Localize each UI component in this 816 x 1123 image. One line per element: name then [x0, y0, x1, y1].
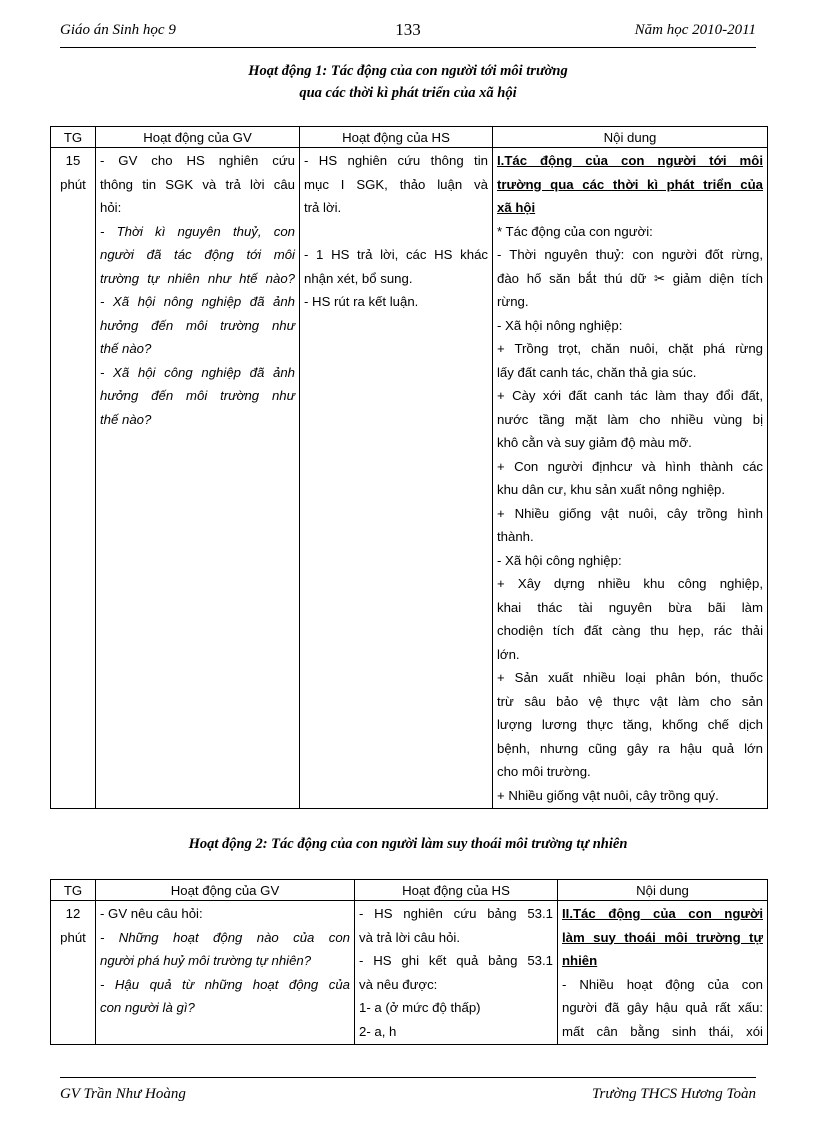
text-line: người phá huỷ môi trường tự nhiên?	[100, 953, 312, 968]
text-line: - Thời kì nguyên thuỷ, con	[100, 223, 295, 239]
text-line	[304, 220, 488, 244]
activity2-table	[50, 879, 768, 1045]
header-rule	[60, 47, 756, 48]
text-line: 2- a, h	[359, 1023, 397, 1039]
text-line: lớn.	[497, 646, 520, 662]
text-line: - HS nghiên cứu bảng 53.1	[359, 906, 553, 921]
text-line: lượng lương thực tăng, khống chế dịch	[497, 717, 763, 732]
text-line: nước tầng mặt làm cho nhiều vùng bị	[497, 411, 763, 427]
text-line: - Hậu quả từ những hoạt động của	[100, 976, 350, 992]
activity2-time	[51, 901, 96, 1045]
text-line: nhiên	[562, 953, 598, 968]
activity1-body-row	[51, 148, 768, 809]
text-line: và nêu được:	[359, 976, 438, 992]
text-line: cho môi trường.	[497, 764, 591, 779]
text-line: đào hố săn bắt thú dữ ✂ giảm diện tích	[497, 270, 763, 286]
text-line: - Những hoạt động nào của con	[100, 929, 350, 945]
text-line: + Trồng trọt, chăn nuôi, chặt phá rừng	[497, 341, 763, 356]
text-line: hưởng đến môi trường như	[100, 388, 295, 403]
activity1-table	[50, 126, 768, 809]
text-line: - Xã hội công nghiệp đã ảnh	[100, 364, 295, 380]
footer-rule	[60, 1077, 756, 1078]
text-line: mất cân bằng sinh thái, xói	[562, 1023, 763, 1039]
text-line: thành.	[497, 529, 534, 544]
page-header	[60, 20, 756, 46]
text-line: - Xã hội nông nghiệp đã ảnh	[100, 294, 295, 309]
header-school-year: Năm học 2010-2011	[634, 22, 756, 38]
text-line: + Xây dựng nhiều khu công nghiệp,	[497, 576, 763, 591]
text-line: làm suy thoái môi trường tự	[562, 929, 763, 945]
page-number: 133	[395, 20, 421, 39]
text-line: con người là gì?	[100, 1000, 195, 1015]
text-line: xã hội	[497, 200, 536, 215]
activity1-title-line2: qua các thời kì phát triển của xã hội	[299, 85, 517, 101]
activity1-header-row	[51, 127, 768, 148]
text-line: thông tin SGK và trả lời câu	[100, 176, 295, 192]
text-line: - HS nghiên cứu thông tin	[304, 153, 488, 168]
text-line: + Con người địnhcư và hình thành các	[497, 458, 763, 474]
footer-teacher: GV Trần Như Hoàng	[60, 1086, 186, 1102]
col-tg: TG	[51, 127, 96, 148]
activity2-body-row	[51, 901, 768, 1045]
time-unit: phút	[60, 929, 86, 945]
text-line: lấy đất canh tác, chăn thả gia súc.	[497, 364, 697, 380]
col-gv: Hoạt động của GV	[96, 880, 355, 901]
text-line: trường tự nhiên như htế nào?	[100, 270, 295, 286]
text-line: chodiện tích đất càng thu hẹp, rác thải	[497, 623, 763, 638]
time-unit: phút	[60, 176, 86, 192]
text-line: trường qua các thời kì phát triển của	[497, 176, 763, 192]
col-hs: Hoạt động của HS	[300, 127, 493, 148]
text-line: người đã gây hậu quả rất xấu:	[562, 1000, 763, 1015]
time-value: 12	[65, 906, 81, 921]
col-tg: TG	[51, 880, 96, 901]
text-line: - HS ghi kết quả bảng 53.1	[359, 953, 553, 968]
text-line: hưởng đến môi trường như	[100, 317, 295, 333]
activity1-gv-cell	[96, 148, 300, 809]
text-line: bệnh, nhưng cũng gây ra hậu quả lớn	[497, 740, 763, 756]
text-line: hỏi:	[100, 200, 122, 215]
text-line: thế nào?	[100, 341, 152, 356]
text-line: - Thời nguyên thuỷ: con người đốt rừng,	[497, 247, 763, 262]
activity1-title	[50, 60, 766, 104]
text-line: - 1 HS trả lời, các HS khác	[304, 247, 488, 262]
text-line: + Nhiều giống vật nuôi, cây trồng quý.	[497, 787, 719, 803]
text-line: người đã tác động tới môi	[100, 247, 295, 262]
header-subject: Giáo án Sinh học 9	[60, 22, 176, 38]
text-line: - Xã hội nông nghiệp:	[497, 317, 623, 333]
time-value: 15	[65, 153, 81, 168]
text-line: khu dân cư, khu sản xuất nông nghiệp.	[497, 482, 726, 497]
activity2-header-row	[51, 880, 768, 901]
text-line: - Xã hội công nghiệp:	[497, 552, 622, 568]
text-line: rừng.	[497, 294, 529, 309]
activity1-time	[51, 148, 96, 809]
text-line: * Tác động của con người:	[497, 223, 653, 239]
activity2-hs-cell	[355, 901, 558, 1045]
text-line: khai thác tài nguyên bừa bãi làm	[497, 599, 763, 615]
text-line: khô cằn và suy giảm độ màu mỡ.	[497, 435, 692, 450]
text-line: - Nhiều hoạt động của con	[562, 976, 763, 992]
text-line: trả lời.	[304, 200, 342, 215]
text-line: thế nào?	[100, 411, 152, 427]
text-line: + Nhiều giống vật nuôi, cây trồng hình	[497, 505, 763, 521]
col-gv: Hoạt động của GV	[96, 127, 300, 148]
footer-school: Trường THCS Hương Toàn	[592, 1086, 756, 1102]
activity1-title-line1: Hoạt động 1: Tác động của con người tới môi trường	[248, 63, 568, 79]
activity2-content-cell	[558, 901, 768, 1045]
text-line: mục I SGK, thảo luận và	[304, 176, 488, 192]
text-line: 1- a (ở mức độ thấp)	[359, 1000, 481, 1015]
text-line: - GV cho HS nghiên cứu	[100, 153, 295, 168]
text-line: II.Tác động của con người	[562, 906, 763, 921]
text-line: trừ sâu bảo vệ thực vật làm cho sản	[497, 693, 763, 709]
text-line: + Sản xuất nhiều loại phân bón, thuốc	[497, 670, 763, 685]
activity1-hs-cell	[300, 148, 493, 809]
text-line: - GV nêu câu hỏi:	[100, 906, 203, 921]
col-hs: Hoạt động của HS	[355, 880, 558, 901]
col-content: Nội dung	[493, 127, 768, 148]
text-line: nhận xét, bổ sung.	[304, 270, 413, 286]
text-line: + Cày xới đất canh tác làm thay đổi đất,	[497, 388, 763, 403]
activity1-content-cell	[493, 148, 768, 809]
text-line: I.Tác động của con người tới môi	[497, 153, 763, 168]
text-line: - HS rút ra kết luận.	[304, 294, 419, 309]
text-line: và trả lời câu hỏi.	[359, 929, 461, 945]
col-content: Nội dung	[558, 880, 768, 901]
activity2-gv-cell	[96, 901, 355, 1045]
activity2-title: Hoạt động 2: Tác động của con người làm suy thoái môi trường tự nhiên	[188, 836, 628, 852]
